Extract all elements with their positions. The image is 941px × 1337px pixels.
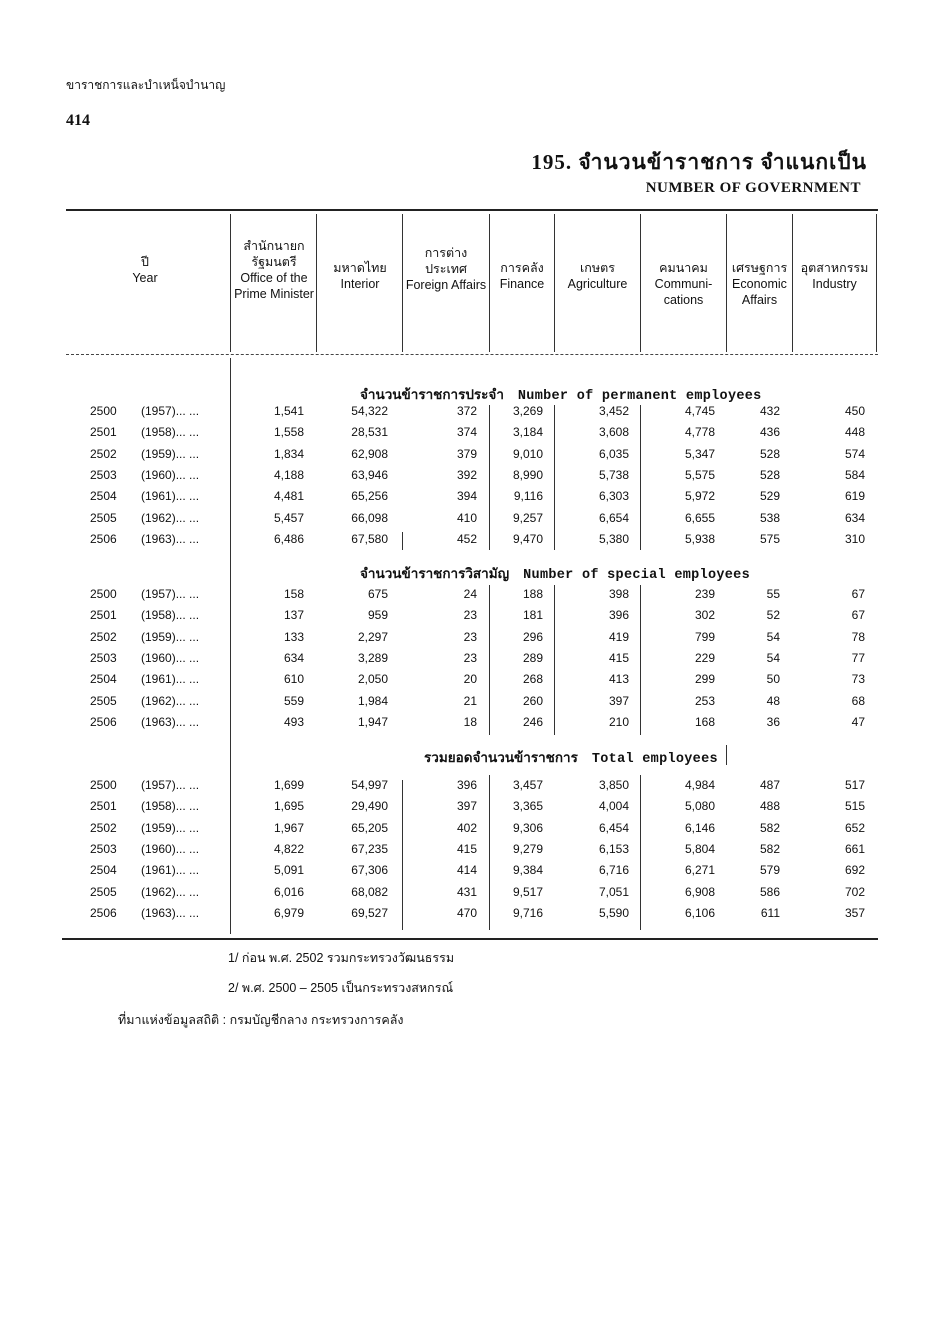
table-cell: 3,850 — [598, 778, 629, 792]
row-year-be: 2502 — [90, 820, 117, 835]
section-heading-thai: จำนวนข้าราชการวิสามัญ — [360, 566, 510, 581]
table-cell: 5,347 — [684, 446, 715, 461]
table-row — [0, 842, 941, 862]
table-row — [0, 404, 941, 424]
table-cell: 6,303 — [598, 489, 629, 504]
table-row — [0, 821, 941, 841]
footnote-1: 1/ ก่อน พ.ศ. 2502 รวมกระทรวงวัฒนธรรม — [228, 951, 455, 965]
table-cell: 702 — [844, 884, 865, 899]
row-year-be: 2505 — [90, 510, 117, 525]
column-header-thai: การคลัง — [500, 261, 544, 275]
column-header-english: Finance — [499, 277, 545, 291]
row-year-ce: (1960)... ... — [141, 650, 200, 665]
table-cell: 5,590 — [598, 905, 629, 920]
table-cell: 69,527 — [351, 905, 388, 920]
row-year-be: 2504 — [90, 672, 117, 687]
table-cell: 23 — [463, 650, 477, 665]
table-row — [0, 532, 941, 552]
source-note: ที่มาแห่งข้อมูลสถิติ : กรมบัญชีกลาง กระทรวงการคลัง — [118, 1013, 404, 1027]
table-cell: 9,116 — [513, 489, 543, 504]
column-header-finance — [490, 260, 554, 292]
table-cell: 55 — [766, 587, 780, 601]
section-heading-english: Total employees — [591, 752, 718, 767]
table-cell: 65,256 — [351, 489, 388, 504]
table-cell: 168 — [694, 714, 715, 729]
table-cell: 5,091 — [273, 863, 304, 878]
table-cell: 253 — [694, 693, 715, 708]
row-year-be: 2503 — [90, 467, 117, 482]
table-cell: 582 — [759, 841, 780, 856]
row-year-be: 2503 — [90, 841, 117, 856]
table-cell: 4,188 — [273, 467, 304, 482]
table-cell: 5,575 — [684, 467, 715, 482]
table-cell: 586 — [759, 884, 780, 899]
footnote-2: 2/ พ.ศ. 2500 – 2505 เป็นกระทรวงสหกรณ์ — [228, 981, 454, 995]
column-header-interior — [317, 260, 403, 292]
table-cell: 398 — [608, 587, 629, 601]
column-header-english: Year — [132, 271, 158, 285]
row-year-ce: (1960)... ... — [141, 467, 200, 482]
column-header-year — [90, 254, 200, 286]
table-cell: 6,655 — [684, 510, 715, 525]
row-year-ce: (1963)... ... — [141, 905, 200, 920]
section-heading-thai: รวมยอดจำนวนข้าราชการ — [424, 750, 578, 765]
table-cell: 6,908 — [684, 884, 715, 899]
row-year-ce: (1957)... ... — [141, 587, 200, 601]
table-cell: 289 — [522, 650, 543, 665]
table-cell: 634 — [283, 650, 304, 665]
table-cell: 73 — [851, 672, 865, 687]
table-cell: 799 — [694, 629, 715, 644]
row-year-ce: (1960)... ... — [141, 841, 200, 856]
table-cell: 181 — [522, 608, 543, 623]
table-cell: 470 — [456, 905, 477, 920]
table-cell: 67,306 — [351, 863, 388, 878]
table-row — [0, 694, 941, 714]
row-year-be: 2500 — [90, 778, 117, 792]
row-year-ce: (1959)... ... — [141, 446, 200, 461]
row-year-ce: (1961)... ... — [141, 489, 200, 504]
table-cell: 6,716 — [598, 863, 629, 878]
table-cell: 302 — [694, 608, 715, 623]
table-cell: 574 — [844, 446, 865, 461]
table-cell: 310 — [844, 531, 865, 546]
table-row — [0, 651, 941, 671]
table-cell: 296 — [522, 629, 543, 644]
table-cell: 4,778 — [684, 425, 715, 440]
table-cell: 188 — [522, 587, 543, 601]
table-cell: 54 — [766, 629, 780, 644]
table-cell: 18 — [463, 714, 477, 729]
table-cell: 20 — [463, 672, 477, 687]
table-cell: 9,517 — [512, 884, 543, 899]
table-cell: 4,745 — [684, 404, 715, 418]
row-year-be: 2505 — [90, 884, 117, 899]
top-rule — [66, 209, 878, 211]
table-cell: 4,984 — [684, 778, 715, 792]
table-cell: 7,051 — [598, 884, 629, 899]
table-cell: 229 — [694, 650, 715, 665]
row-year-ce: (1958)... ... — [141, 425, 200, 440]
table-cell: 515 — [844, 799, 865, 814]
table-cell: 6,979 — [273, 905, 304, 920]
row-year-be: 2501 — [90, 799, 117, 814]
column-header-thai: อุตสาหกรรม — [800, 261, 869, 275]
table-cell: 47 — [851, 714, 865, 729]
table-cell: 392 — [456, 467, 477, 482]
column-header-thai: ปี — [141, 255, 149, 269]
table-cell: 9,257 — [512, 510, 543, 525]
table-cell: 3,289 — [357, 650, 388, 665]
row-year-be: 2504 — [90, 863, 117, 878]
table-cell: 62,908 — [351, 446, 388, 461]
table-cell: 5,972 — [684, 489, 715, 504]
table-cell: 67 — [851, 608, 865, 623]
header-divider — [876, 214, 877, 352]
table-cell: 5,080 — [684, 799, 715, 814]
table-row — [0, 489, 941, 509]
table-cell: 210 — [608, 714, 629, 729]
row-year-be: 2504 — [90, 489, 117, 504]
table-cell: 6,146 — [684, 820, 715, 835]
table-cell: 67,580 — [351, 531, 388, 546]
table-row — [0, 863, 941, 883]
table-row — [0, 511, 941, 531]
table-row — [0, 672, 941, 692]
table-cell: 396 — [456, 778, 477, 792]
section-heading-thai: จำนวนข้าราชการประจำ — [360, 387, 504, 402]
column-header-english: Communi- cations — [654, 277, 713, 307]
table-cell: 575 — [759, 531, 780, 546]
table-cell: 517 — [844, 778, 865, 792]
table-row — [0, 587, 941, 607]
table-cell: 78 — [851, 629, 865, 644]
row-year-ce: (1958)... ... — [141, 608, 200, 623]
row-year-ce: (1957)... ... — [141, 404, 200, 418]
table-cell: 452 — [456, 531, 477, 546]
table-cell: 372 — [456, 404, 477, 418]
column-header-english: Foreign Affairs — [405, 278, 487, 292]
table-cell: 419 — [608, 629, 629, 644]
row-year-be: 2506 — [90, 531, 117, 546]
table-cell: 239 — [694, 587, 715, 601]
table-cell: 3,269 — [512, 404, 543, 418]
row-year-be: 2501 — [90, 608, 117, 623]
table-cell: 1,541 — [273, 404, 304, 418]
section-heading-english: Number of special employees — [523, 568, 750, 583]
column-header-foreign-affairs — [403, 245, 489, 293]
row-year-ce: (1961)... ... — [141, 863, 200, 878]
column-header-thai: เศรษฐการ — [731, 261, 788, 275]
row-year-ce: (1963)... ... — [141, 714, 200, 729]
table-cell: 487 — [759, 778, 780, 792]
row-year-ce: (1962)... ... — [141, 510, 200, 525]
row-year-ce: (1962)... ... — [141, 693, 200, 708]
table-cell: 260 — [522, 693, 543, 708]
table-cell: 528 — [759, 446, 780, 461]
table-cell: 493 — [283, 714, 304, 729]
table-cell: 6,153 — [598, 841, 629, 856]
table-cell: 6,035 — [598, 446, 629, 461]
table-cell: 23 — [463, 608, 477, 623]
table-cell: 579 — [759, 863, 780, 878]
table-cell: 450 — [844, 404, 865, 418]
table-cell: 529 — [759, 489, 780, 504]
table-cell: 3,452 — [598, 404, 629, 418]
table-cell: 54 — [766, 650, 780, 665]
table-cell: 9,470 — [512, 531, 543, 546]
table-cell: 6,486 — [273, 531, 304, 546]
table-cell: 415 — [456, 841, 477, 856]
table-cell: 410 — [456, 510, 477, 525]
table-row — [0, 799, 941, 819]
table-cell: 538 — [759, 510, 780, 525]
column-header-thai: มหาดไทย — [333, 261, 387, 275]
table-cell: 6,271 — [684, 863, 715, 878]
table-cell: 3,608 — [598, 425, 629, 440]
row-year-be: 2506 — [90, 714, 117, 729]
section-heading-permanent — [360, 383, 762, 405]
table-cell: 1,984 — [357, 693, 388, 708]
table-cell: 448 — [844, 425, 865, 440]
table-cell: 133 — [283, 629, 304, 644]
column-header-industry — [793, 260, 876, 292]
table-cell: 66,098 — [351, 510, 388, 525]
header-separator — [66, 354, 878, 355]
table-cell: 415 — [608, 650, 629, 665]
table-row — [0, 608, 941, 628]
table-cell: 29,490 — [351, 799, 388, 814]
table-cell: 268 — [522, 672, 543, 687]
row-year-be: 2506 — [90, 905, 117, 920]
table-cell: 610 — [283, 672, 304, 687]
table-cell: 9,384 — [512, 863, 543, 878]
title-thai: 195. จำนวนข้าราชการ จำแนกเป็น — [531, 150, 867, 174]
table-cell: 5,457 — [273, 510, 304, 525]
table-cell: 652 — [844, 820, 865, 835]
table-cell: 584 — [844, 467, 865, 482]
table-cell: 1,695 — [273, 799, 304, 814]
table-cell: 63,946 — [351, 467, 388, 482]
table-cell: 5,738 — [598, 467, 629, 482]
row-year-be: 2500 — [90, 404, 117, 418]
table-cell: 158 — [283, 587, 304, 601]
table-cell: 54,322 — [351, 404, 388, 418]
table-cell: 379 — [456, 446, 477, 461]
column-header-agriculture — [555, 260, 640, 292]
table-cell: 6,106 — [684, 905, 715, 920]
row-year-ce: (1962)... ... — [141, 884, 200, 899]
table-cell: 52 — [766, 608, 780, 623]
table-cell: 3,457 — [512, 778, 543, 792]
table-cell: 299 — [694, 672, 715, 687]
table-row — [0, 906, 941, 926]
table-cell: 48 — [766, 693, 780, 708]
table-cell: 1,967 — [273, 820, 304, 835]
row-year-be: 2502 — [90, 446, 117, 461]
table-cell: 4,004 — [598, 799, 629, 814]
column-header-english: Interior — [340, 277, 380, 291]
table-cell: 36 — [766, 714, 780, 729]
column-header-communications — [641, 260, 726, 308]
table-cell: 28,531 — [351, 425, 388, 440]
table-cell: 5,804 — [684, 841, 715, 856]
row-year-be: 2503 — [90, 650, 117, 665]
table-cell: 611 — [760, 905, 780, 920]
table-cell: 414 — [456, 863, 477, 878]
table-cell: 402 — [456, 820, 477, 835]
section-heading-total — [424, 746, 718, 768]
table-cell: 374 — [456, 425, 477, 440]
table-cell: 528 — [759, 467, 780, 482]
row-year-be: 2502 — [90, 629, 117, 644]
table-cell: 4,481 — [273, 489, 304, 504]
table-cell: 357 — [844, 905, 865, 920]
table-row — [0, 468, 941, 488]
row-year-ce: (1959)... ... — [141, 629, 200, 644]
table-cell: 1,834 — [273, 446, 304, 461]
table-cell: 559 — [283, 693, 304, 708]
table-cell: 1,699 — [273, 778, 304, 792]
table-cell: 634 — [844, 510, 865, 525]
table-cell: 394 — [456, 489, 477, 504]
column-header-thai: สำนักนายก รัฐมนตรี — [243, 239, 305, 269]
table-cell: 675 — [367, 587, 388, 601]
running-head: ขาราชการและบำเหน็จบำนาญ — [66, 78, 226, 92]
body-divider — [726, 745, 727, 765]
row-year-ce: (1961)... ... — [141, 672, 200, 687]
table-cell: 67,235 — [351, 841, 388, 856]
table-cell: 582 — [759, 820, 780, 835]
table-cell: 8,990 — [512, 467, 543, 482]
table-cell: 959 — [367, 608, 388, 623]
table-cell: 661 — [844, 841, 865, 856]
table-cell: 5,380 — [598, 531, 629, 546]
column-header-english: Office of the Prime Minister — [234, 271, 314, 301]
table-cell: 5,938 — [684, 531, 715, 546]
table-cell: 68,082 — [351, 884, 388, 899]
table-row — [0, 447, 941, 467]
table-cell: 692 — [844, 863, 865, 878]
bottom-rule — [62, 938, 878, 940]
section-heading-english: Number of permanent employees — [517, 389, 762, 404]
table-row — [0, 778, 941, 798]
table-cell: 436 — [759, 425, 780, 440]
table-cell: 137 — [283, 608, 304, 623]
table-cell: 9,279 — [512, 841, 543, 856]
table-cell: 67 — [851, 587, 865, 601]
table-cell: 432 — [759, 404, 780, 418]
table-cell: 9,716 — [512, 905, 543, 920]
table-cell: 50 — [766, 672, 780, 687]
row-year-be: 2501 — [90, 425, 117, 440]
table-row — [0, 630, 941, 650]
table-cell: 1,947 — [357, 714, 388, 729]
title-english: NUMBER OF GOVERNMENT — [645, 180, 861, 196]
table-cell: 77 — [851, 650, 865, 665]
row-year-ce: (1959)... ... — [141, 820, 200, 835]
table-cell: 246 — [522, 714, 543, 729]
column-header-thai: การต่าง ประเทศ — [424, 246, 468, 276]
table-cell: 23 — [463, 629, 477, 644]
row-year-be: 2500 — [90, 587, 117, 601]
table-cell: 9,306 — [512, 820, 543, 835]
table-cell: 6,654 — [598, 510, 629, 525]
row-year-ce: (1963)... ... — [141, 531, 200, 546]
table-cell: 54,997 — [351, 778, 388, 792]
table-cell: 9,010 — [512, 446, 543, 461]
table-cell: 65,205 — [351, 820, 388, 835]
table-cell: 24 — [463, 587, 477, 601]
table-cell: 619 — [844, 489, 865, 504]
column-header-office-pm — [231, 238, 317, 302]
table-cell: 431 — [456, 884, 477, 899]
row-year-ce: (1958)... ... — [141, 799, 200, 814]
table-cell: 4,822 — [273, 841, 304, 856]
column-header-thai: เกษตร — [580, 261, 615, 275]
table-row — [0, 425, 941, 445]
table-cell: 396 — [608, 608, 629, 623]
table-cell: 397 — [608, 693, 629, 708]
column-header-economic-affairs — [727, 260, 792, 308]
table-cell: 6,016 — [273, 884, 304, 899]
column-header-thai: คมนาคม — [659, 261, 708, 275]
row-year-ce: (1957)... ... — [141, 778, 200, 792]
table-row — [0, 885, 941, 905]
row-year-be: 2505 — [90, 693, 117, 708]
table-cell: 2,050 — [357, 672, 388, 687]
table-cell: 68 — [851, 693, 865, 708]
section-heading-special — [360, 562, 750, 584]
column-header-english: Industry — [812, 277, 857, 291]
table-row — [0, 715, 941, 735]
table-cell: 3,184 — [512, 425, 543, 440]
page-number: 414 — [66, 112, 90, 129]
table-cell: 413 — [608, 672, 629, 687]
column-header-english: Economic Affairs — [732, 277, 787, 307]
table-cell: 397 — [456, 799, 477, 814]
table-cell: 3,365 — [512, 799, 543, 814]
table-cell: 2,297 — [357, 629, 388, 644]
table-cell: 6,454 — [598, 820, 629, 835]
column-header-english: Agriculture — [567, 277, 628, 291]
table-cell: 488 — [759, 799, 780, 814]
table-cell: 21 — [463, 693, 477, 708]
table-cell: 1,558 — [273, 425, 304, 440]
